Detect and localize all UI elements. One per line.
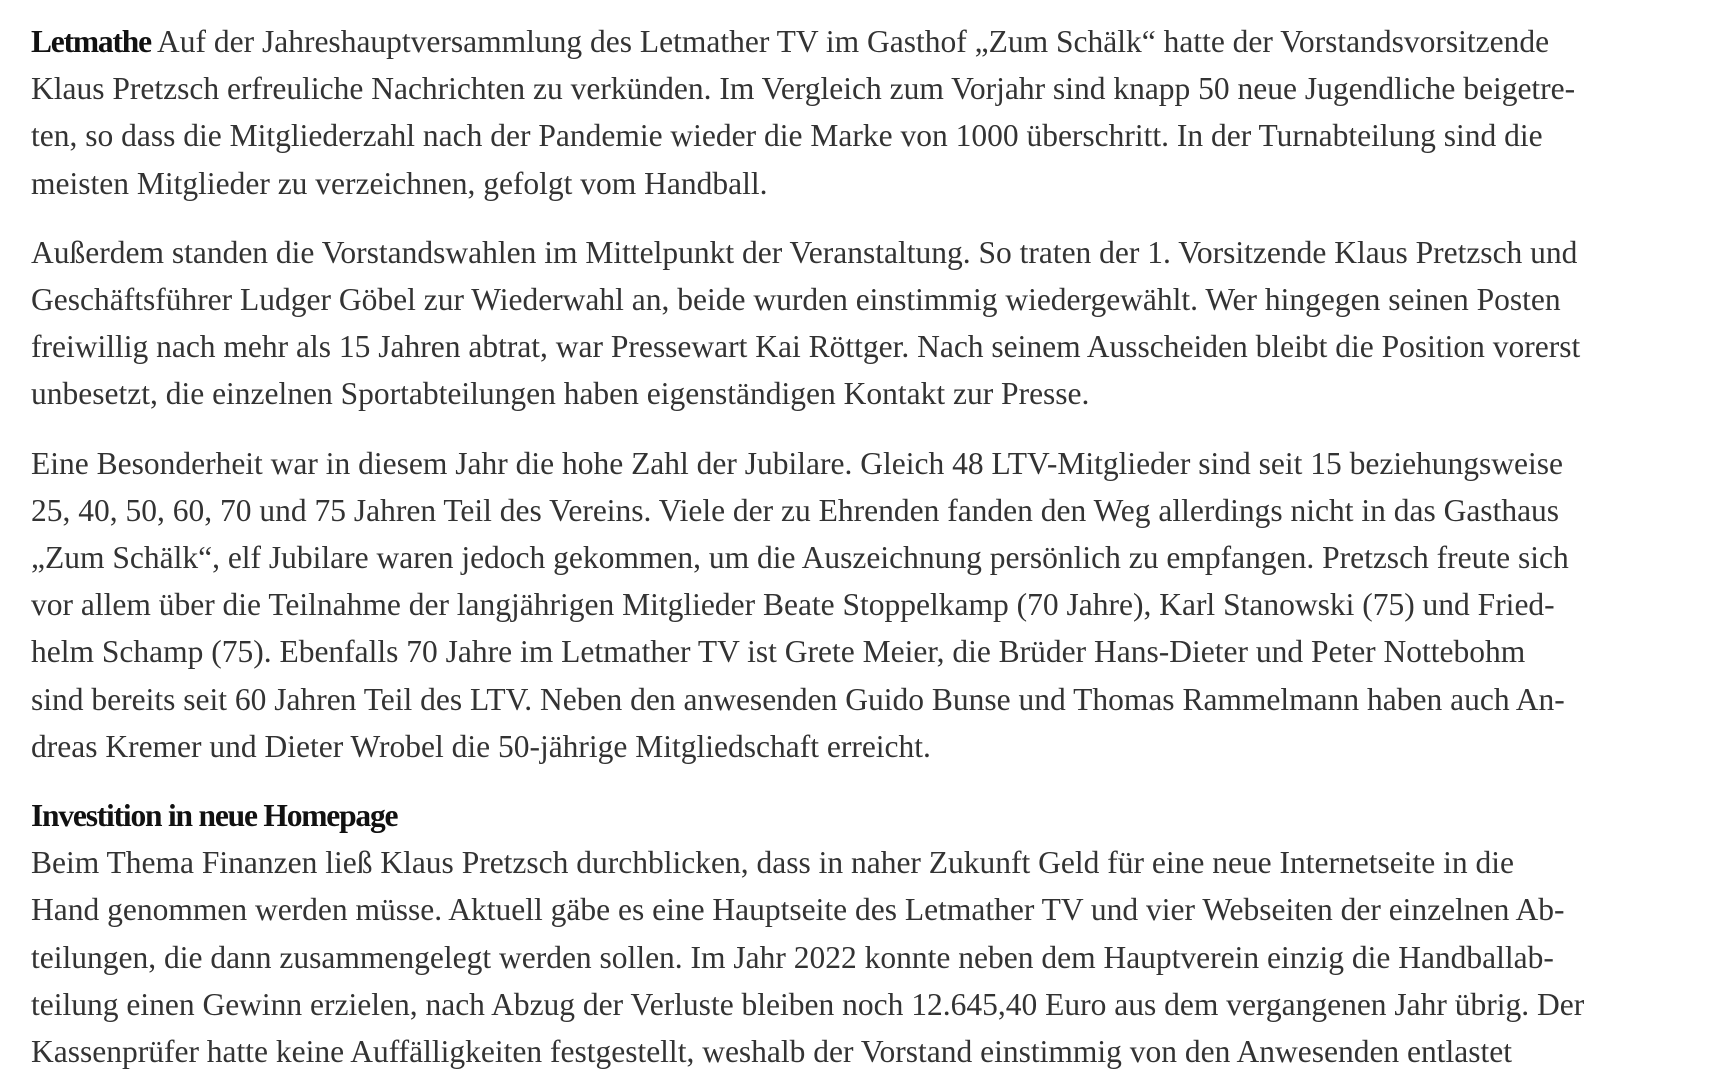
- paragraph-elections: Außerdem standen die Vorstandswahlen im Mittelpunkt der Veranstaltung. So traten der 1. Vorsitzende Klaus Pretzsch und Geschäftsführer Ludger Göbel zur Wiederwahl an, beide wurden einstimmig wiedergewählt. Wer hingegen seinen Posten freiwillig nach mehr als 15 Jahren abtrat, war Pressewart Kai Röttger. Nach seinem Ausscheiden bleibt die Position vorerst unbesetzt, die einzelnen Sportabteilungen haben eigenständigen Kontakt zur Presse.: [31, 234, 1581, 412]
- paragraph-intro-text: Auf der Jahreshauptversammlung des Letmather TV im Gasthof „Zum Schälk“ hatte der Vorstandsvorsitzende Klaus Pretzsch erfreuliche Nachrichten zu verkünden. Im Vergleich zum Vorjahr sind knapp 50 neue Jugendliche beigetre- ten, so dass die Mitgliederzahl nach der Pandemie wieder die Marke von 1000 überschritt. In der Turnabteilung sind die meisten Mitglieder zu verzeichnen, gefolgt vom Handball.: [31, 24, 1576, 201]
- paragraph-finances: Beim Thema Finanzen ließ Klaus Pretzsch durchblicken, dass in naher Zukunft Geld für eine neue Internetseite in die Hand genommen werden müsse. Aktuell gäbe es eine Hauptseite des Letmather TV und vier Webseiten der einzelnen Ab- teilungen, die dann zusammengelegt werden sollen. Im Jahr 2022 konnte neben dem Hauptverein einzig die Handballab- teilung einen Gewinn erzielen, nach Abzug der Verluste bleiben noch 12.645,40 Euro aus dem vergangenen Jahr übrig. Der Kassenprüfer hatte keine Auffälligkeiten festgestellt, weshalb der Vorstand einstimmig von den Anwesenden entlastet: [31, 845, 1585, 1070]
- article-body: [31, 18, 1701, 1075]
- section-heading: Investition in neue Homepage: [31, 798, 398, 834]
- paragraph-jubilees: Eine Besonderheit war in diesem Jahr die hohe Zahl der Jubilare. Gleich 48 LTV-Mitglieder sind seit 15 beziehungsweise 25, 40, 50, 60, 70 und 75 Jahren Teil des Vereins. Viele der zu Ehrenden fanden den Weg allerdings nicht in das Gasthaus „Zum Schälk“, elf Jubilare waren jedoch gekommen, um die Auszeichnung persönlich zu empfangen. Pretzsch freute sich vor allem über die Teilnahme der langjährigen Mitglieder Beate Stoppelkamp (70 Jahre), Karl Stanowski (75) und Fried- helm Schamp (75). Ebenfalls 70 Jahre im Letmather TV ist Grete Meier, die Brüder Hans-Dieter und Peter Nottebohm sind bereits seit 60 Jahren Teil des LTV. Neben den anwesenden Guido Bunse und Thomas Rammelmann haben auch An- dreas Kremer und Dieter Wrobel die 50-jährige Mitgliedschaft erreicht.: [31, 445, 1569, 764]
- dateline: Letmathe: [31, 24, 151, 59]
- paragraph-intro: [31, 18, 1701, 207]
